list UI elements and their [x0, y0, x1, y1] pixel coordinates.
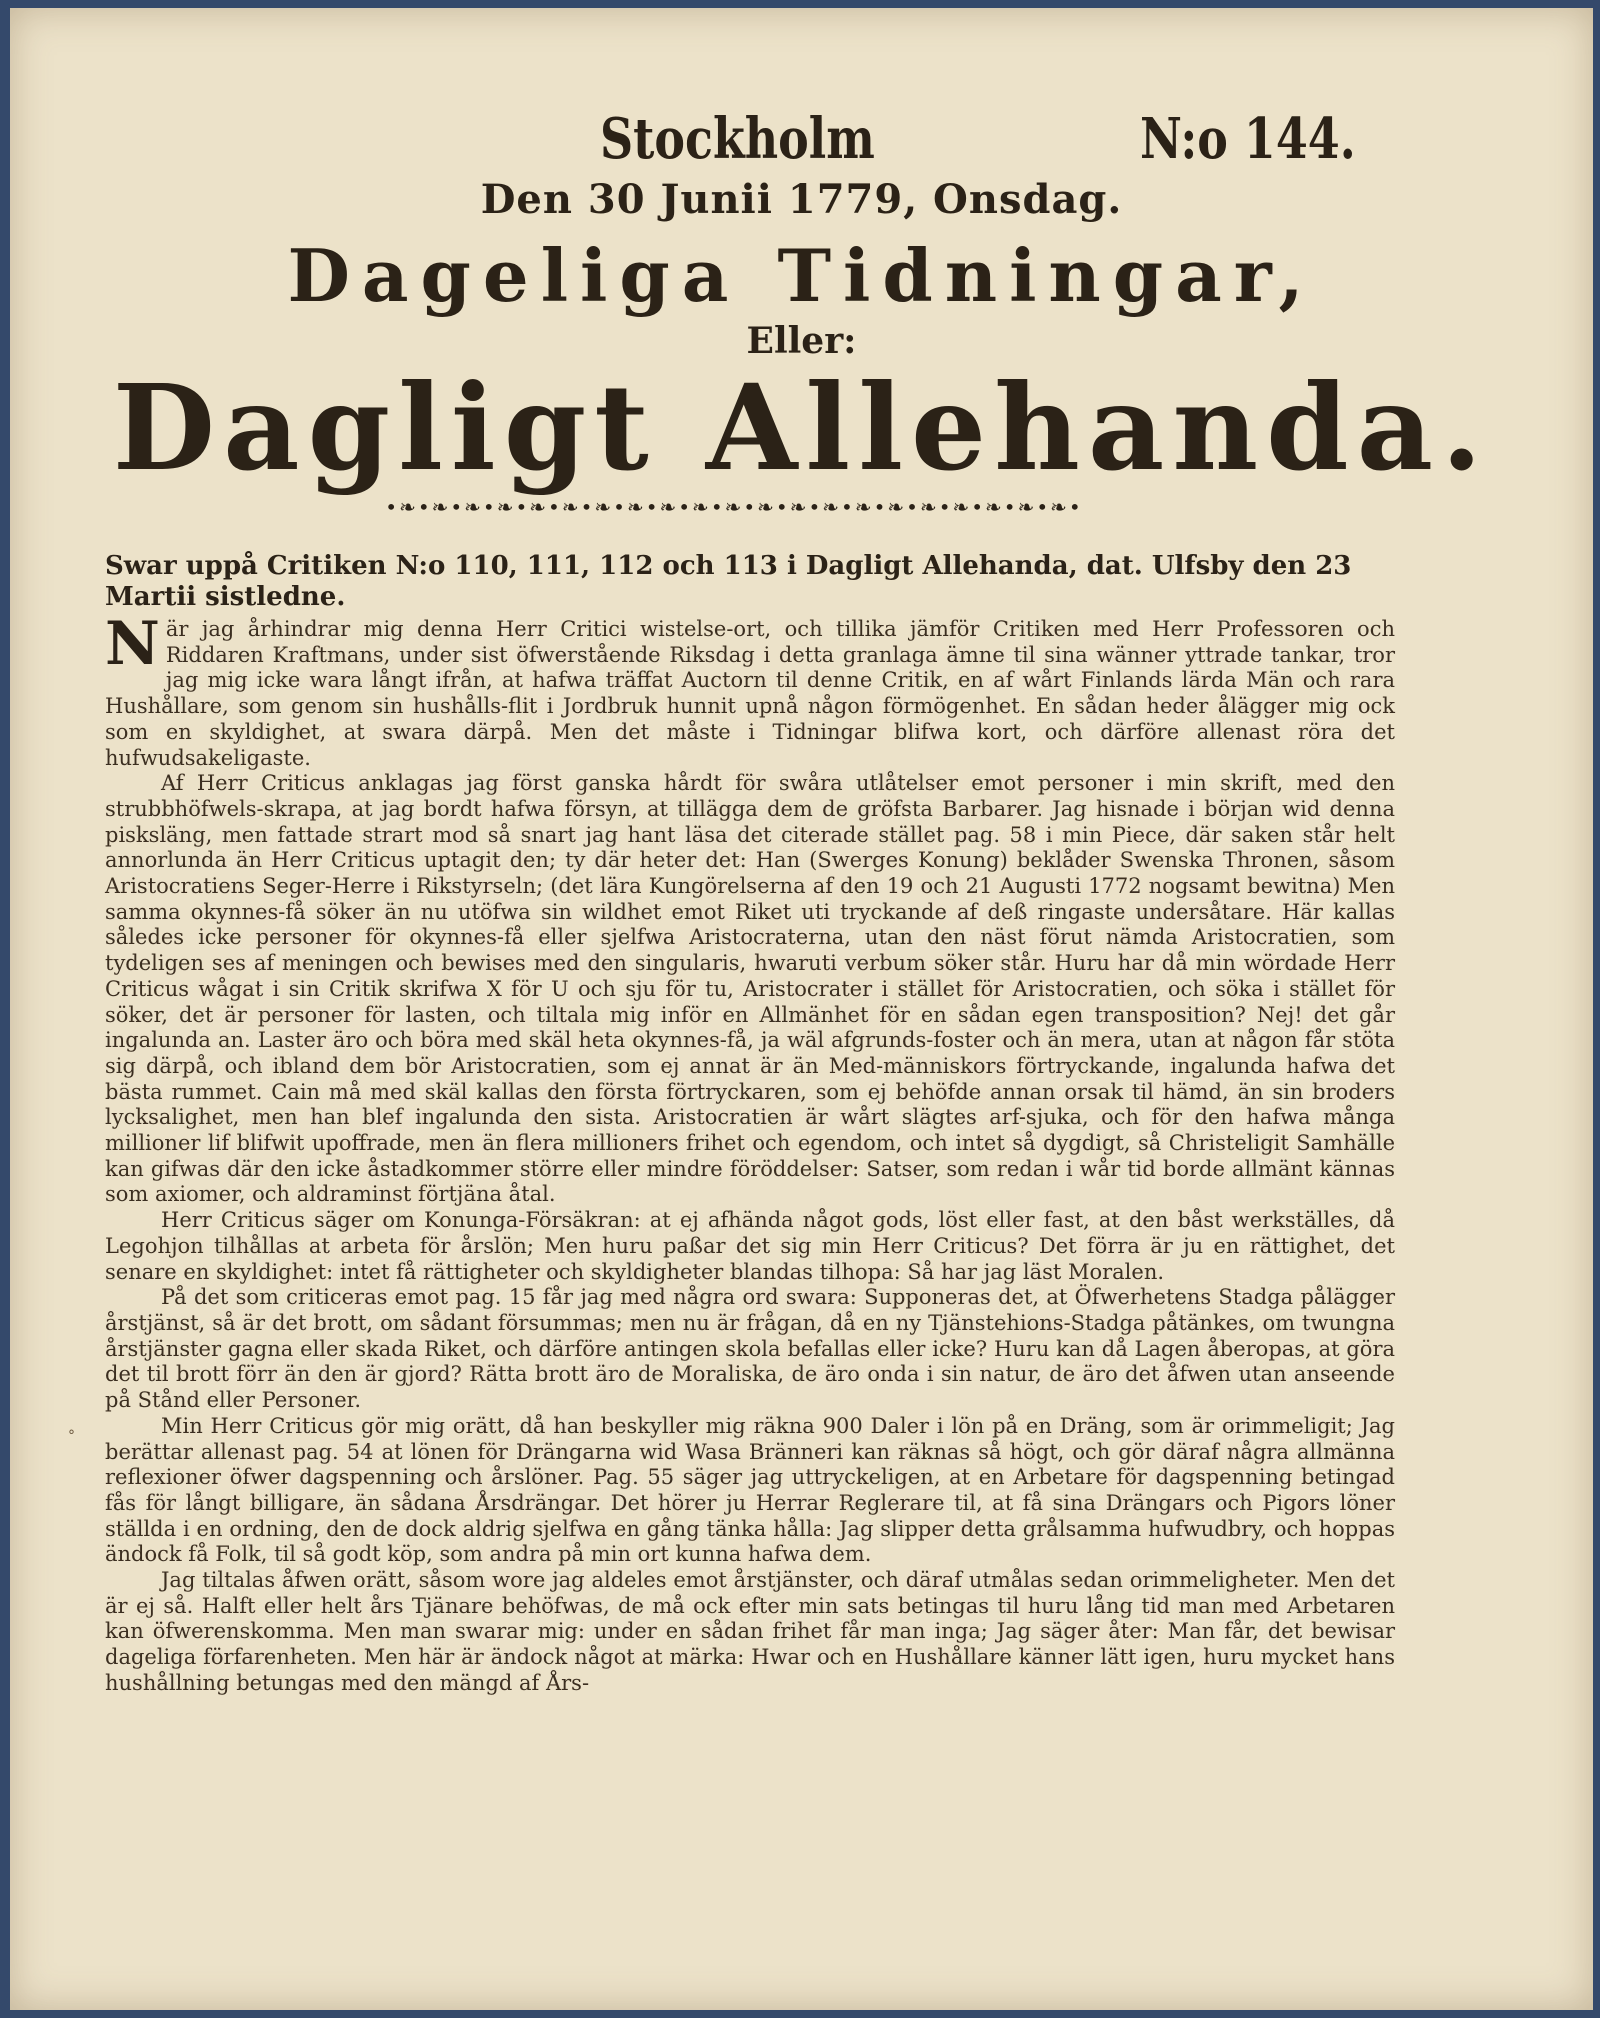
- paragraph-text: är jag århindrar mig denna Herr Critici wistelse-ort, och tillika jämför Critiken med Herr Professoren och Riddaren Kraftmans, under sist öfwerstående Riksdag i detta granlaga ämne til sina wänner yttrade tankar, tror jag mig icke wara långt ifrån, at hafwa träffat Auctorn til denne Critik, en af wårt Finlands lärda Män och rara Hushållare, som genom sin hushålls-flit i Jordbruk hunnit upnå någon förmögenhet. En sådan heder ålägger mig ock som en skyldighet, at swara därpå. Men det måste i Tidningar blifwa kort, och därföre allenast röra det hufwudsakeligaste.: [105, 617, 1395, 770]
- masthead-row: [10, 106, 1593, 176]
- issue-number: N:o 144.: [1140, 106, 1356, 172]
- ornament-divider: •❧•❧•❧•❧•❧•❧•❧•❧•❧•❧•❧•❧•❧•❧•❧•❧•❧•❧•❧•❧•❧•: [385, 495, 1083, 515]
- article-paragraph: På det som criticeras emot pag. 15 får jag med några ord swara: Supponeras det, at Öfwerhetens Stadga pålägger årstjänst, så är det brott, om sådant försummas; men nu är frågan, då en ny Tjänstehions-Stadga påtänkes, om twungna årstjänster gagna eller skada Riket, och därföre antingen skola befallas eller icke? Huru kan då Lagen åberopas, at göra det til brott förr än den är gjord? Rätta brott äro de Moraliska, de äro onda i sin natur, de äro det åfwen utan anseende på Stånd eller Personer.: [105, 1285, 1395, 1413]
- drop-cap: N: [105, 609, 160, 679]
- newspaper-title-secondary: Dagligt Allehanda.: [112, 358, 1491, 497]
- newspaper-page: [10, 8, 1593, 2010]
- article-paragraph: Herr Criticus säger om Konunga-Försäkran: at ej afhända något gods, löst eller fast, at den båst werkställes, då Legohjon tilhållas at arbeta för årslön; Men huru paßar det sig min Herr Criticus? Det förra är ju en rättighet, det senare en skyldighet: intet få rättigheter och skyldigheter blandas tilhopa: Så har jag läst Moralen.: [105, 1208, 1395, 1284]
- article-paragraph: Jag tiltalas åfwen orätt, såsom wore jag aldeles emot årstjänster, och däraf utmålas sedan orimmeligheter. Men det är ej så. Halft eller helt års Tjänare behöfwas, de må ock efter min sats betingas til huru lång tid man med Arbetaren kan öfwerenskomma. Men man swarar mig: under en sådan frihet får man inga; Jag säger åter: Man får, det bewisar dageliga förfarenheten. Men här är ändock något at märka: Hwar och en Hushållare känner lätt igen, huru mycket hans hushållning betungas med den mängd af Års-: [105, 1568, 1395, 1695]
- article-paragraph: Min Herr Criticus gör mig orätt, då han beskyller mig räkna 900 Daler i lön på en Dräng, som är orimmeligit; Jag berättar allenast pag. 54 at lönen för Drängarna wid Wasa Bränneri kan räknas så högt, och gör däraf några allmänna reflexioner öfwer dagspenning och årslöner. Pag. 55 säger jag uttryckeligen, at en Arbetare för dagspenning betingad fås för långt billigare, än sådana Årsdrängar. Det hörer ju Herrar Reglerare til, at få sina Drängars och Pigors löner ställda i en ordning, den de dock aldrig sjelfwa en gång tänka hålla: Jag slipper detta grålsamma hufwudbry, och hoppas ändock få Folk, til så godt köp, som andra på min ort kunna hafwa dem.: [105, 1413, 1395, 1567]
- article: [105, 551, 1395, 1697]
- margin-mark: °: [68, 1428, 75, 1444]
- newspaper-title-primary: Dageliga Tidningar,: [287, 233, 1316, 318]
- article-paragraph: [105, 609, 1395, 771]
- article-paragraph: Af Herr Criticus anklagas jag först ganska hårdt för swåra utlåtelser emot personer i min skrift, med den strubbhöfwels-skrapa, at jag bordt hafwa försyn, at tillägga dem de gröfsta Barbarer. Jag hisnade i början wid denna pisksläng, men fattade strart mod så snart jag hant läsa det citerade stället pag. 58 i min Piece, där saken står helt annorlunda än Herr Criticus uptagit den; ty där heter det: Han (Swerges Konung) beklåder Swenska Thronen, såsom Aristocratiens Seger-Herre i Rikstyrseln; (det lära Kungörelserna af den 19 och 21 Augusti 1772 nogsamt bewitna) Men samma okynnes-få söker än nu utöfwa sin wildhet emot Riket uti tryckande af deß ringaste undersåtare. Här kallas således icke personer för okynnes-få eller sjelfwa Aristocraterna, utan den näst förut nämda Aristocratien, som tydeligen ses af meningen och bewises med den singularis, hwaruti verbum söker står. Huru har då min wördade Herr Criticus wågat i sin Critik skrifwa X för U och sju för tu, Aristocrater i stället för Aristocratien, och söka i stället för söker, det är personer för lasten, och tiltala mig inför en Allmänhet för en sådan egen transposition? Nej! det går ingalunda an. Laster äro och böra med skäl heta okynnes-få, ja wäl afgrunds-foster och än mera, utan at någon får stöta sig därpå, och ibland dem bör Aristocratien, som ej annat är än Med-människors förtryckande, ingalunda hafwa det bästa rummet. Cain må med skäl kallas den första förtryckaren, som ej behöfde annan orsak til hämd, än sin broders lycksalighet, men han blef ingalunda den sista. Aristocratien är wårt slägtes arf-sjuka, och för den hafwa många millioner lif blifwit upoffrade, men än flera millioners frihet och egendom, och intet så dygdigt, så Christeligit Samhälle kan gifwas där den icke åstadkommer större eller mindre föröddelser: Satser, som redan i wår tid borde allmänt kännas som axiomer, och aldraminst förtjäna åtal.: [105, 771, 1395, 1207]
- city-name: Stockholm: [600, 106, 875, 172]
- issue-date: Den 30 Junii 1779, Onsdag.: [480, 176, 1123, 223]
- article-heading: Swar uppå Critiken N:o 110, 111, 112 och 113 i Dagligt Allehanda, dat. Ulfsby den 23 Martii sistledne.: [105, 551, 1352, 612]
- newspaper-title-eller: Eller:: [746, 320, 857, 362]
